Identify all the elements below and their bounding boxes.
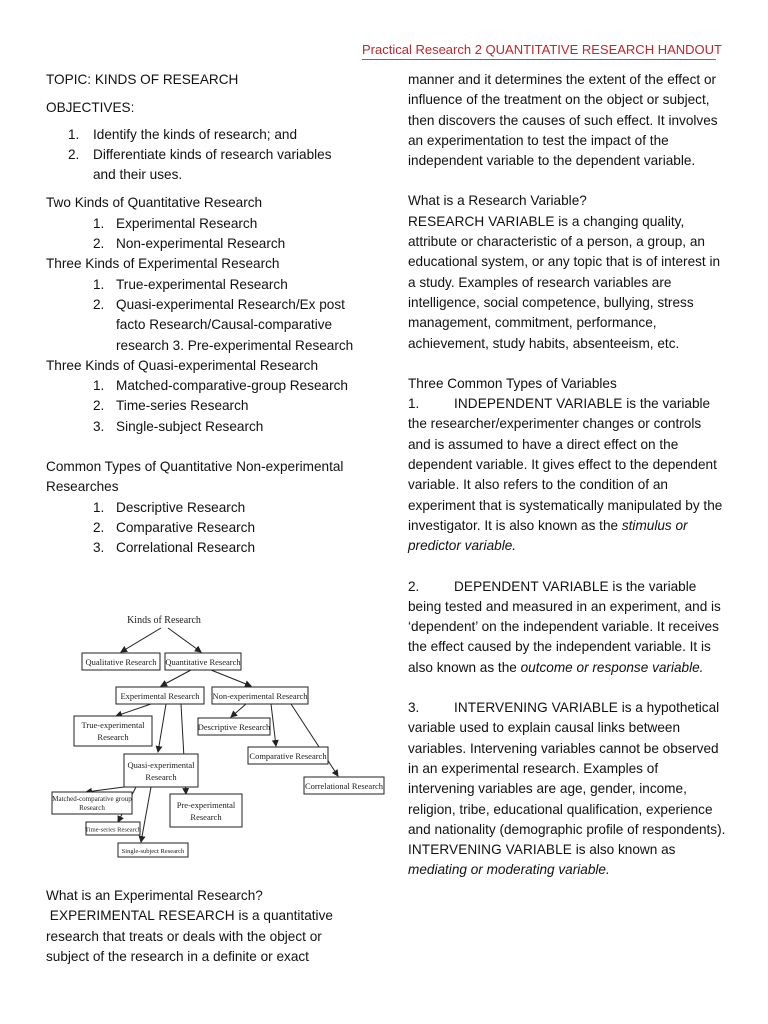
list-item: 3. Single-subject Research (93, 418, 264, 434)
quasi-experimental-label-2: Research (145, 772, 177, 782)
quasi-kinds-list (46, 376, 356, 437)
two-kinds-list (46, 214, 356, 255)
connector-line (161, 670, 191, 686)
connector-line (231, 704, 246, 717)
nonexperimental-label: Non-experimental Research (212, 691, 308, 701)
connector-line (116, 704, 151, 716)
true-experimental-label: True-experimental (81, 720, 145, 730)
diagram-svg (46, 604, 386, 866)
paragraph: EXPERIMENTAL RESEARCH is a quantitative research that treats or deals with the object or subject of the research in a definite or exact (46, 908, 333, 964)
paragraph: 1. INDEPENDENT VARIABLE is the variable the researcher/experimenter changes or controls and is assumed to have a direct effect on the dependent variable. It gives effect to the dependent variable. It also refers to the condition of an experiment that is systematically manipulated by the investigator. It is also known as the stimulus or predictor variable. (408, 396, 723, 554)
list-item: 2. Differentiate kinds of research variables and their uses. (68, 146, 332, 183)
paragraph: RESEARCH VARIABLE is a changing quality, attribute or characteristic of a person, a group, an educational system, or any topic that is of interest in a study. Examples of research variables are intelligence, social competence, bullying, stress management, commitment, performance, achievement, study habits, absenteeism, etc. (408, 213, 721, 351)
list-item: 2. Quasi-experimental Research/Ex post facto Research/Causal-comparative research 3. Pre-experimental Research (93, 296, 354, 353)
connector-line (168, 628, 201, 652)
matched-label: Matched-comparative group (52, 795, 132, 803)
true-experimental-label-2: Research (97, 732, 129, 742)
list-item: 1. Experimental Research (93, 215, 258, 231)
section-heading: Three Common Types of Variables (408, 375, 617, 391)
pre-experimental-box (170, 794, 242, 827)
kinds-of-research-diagram (46, 604, 386, 866)
section-heading: Three Kinds of Quasi-experimental Research (46, 357, 319, 373)
list-item: 1. Identify the kinds of research; and (68, 126, 298, 142)
time-series-label: Time-series Research (85, 826, 141, 834)
topic-title: TOPIC: KINDS OF RESEARCH (46, 72, 239, 87)
diagram-root-label: Kinds of Research (127, 615, 201, 626)
section-heading: What is an Experimental Research? (46, 888, 263, 903)
connector-line (271, 704, 276, 746)
experimental-kinds-list (46, 275, 356, 356)
section-heading: Common Types of Quantitative Non-experimental Researches (46, 459, 344, 495)
connector-line (291, 704, 338, 776)
section-heading: What is a Research Variable? (408, 193, 587, 209)
page-header: Practical Research 2 QUANTITATIVE RESEARCH HANDOUT (362, 42, 716, 60)
list-item: 2. Non-experimental Research (93, 236, 286, 252)
objectives-list (46, 125, 356, 186)
quasi-experimental-box (124, 754, 198, 787)
section-heading: Three Kinds of Experimental Research (46, 256, 280, 272)
pre-experimental-label: Pre-experimental (176, 800, 236, 810)
paragraph: INTERVENING VARIABLE is also known as mediating or moderating variable. (408, 842, 676, 878)
nonexperimental-list (46, 498, 356, 559)
connector-line (121, 628, 161, 652)
list-item: 2. Time-series Research (93, 398, 249, 414)
list-item: 2. Comparative Research (93, 519, 256, 535)
correlational-label: Correlational Research (304, 781, 384, 791)
quasi-experimental-label: Quasi-experimental (127, 760, 195, 770)
list-item: 1. True-experimental Research (93, 276, 288, 292)
matched-label-2: Research (79, 804, 105, 812)
comparative-label: Comparative Research (249, 751, 327, 761)
list-item: 3. Correlational Research (93, 540, 256, 556)
list-item: 1. Descriptive Research (93, 499, 246, 515)
connector-line (86, 787, 124, 792)
experimental-label: Experimental Research (120, 691, 200, 701)
connector-line (211, 670, 251, 686)
paragraph: 2. DEPENDENT VARIABLE is the variable being tested and measured in an experiment, and is ‘dependent’ on the independent variable. It receives the effect caused by the independent variable. It is also known as the outcome or response variable. (408, 578, 721, 675)
paragraph: manner and it determines the extent of the effect or influence of the treatment on the object or subject, then discovers the causes of such effect. It involves an experimentation to test the impact of the independent variable to the dependent variable. (408, 72, 718, 169)
left-column (46, 70, 356, 559)
pre-experimental-label-2: Research (190, 812, 222, 822)
connector-line (141, 787, 151, 842)
qualitative-label: Qualitative Research (85, 657, 157, 667)
section-heading: Two Kinds of Quantitative Research (46, 195, 263, 211)
single-subject-label: Single-subject Research (121, 848, 185, 855)
paragraph: 3. INTERVENING VARIABLE is a hypothetical variable used to explain causal links between variables. Intervening variables cannot be observed in an experimental research. Examples of intervening variables are age, gender, income, religion, tribe, educational qualification, experience and nationality (demographic profile of respondents). (408, 700, 726, 837)
connector-line (158, 704, 166, 752)
quantitative-label: Quantitative Research (165, 657, 241, 667)
experimental-definition (46, 886, 356, 967)
list-item: 1. Matched-comparative-group Research (93, 378, 348, 394)
right-column (408, 70, 726, 881)
descriptive-label: Descriptive Research (197, 722, 271, 732)
objectives-label: OBJECTIVES: (46, 100, 135, 116)
